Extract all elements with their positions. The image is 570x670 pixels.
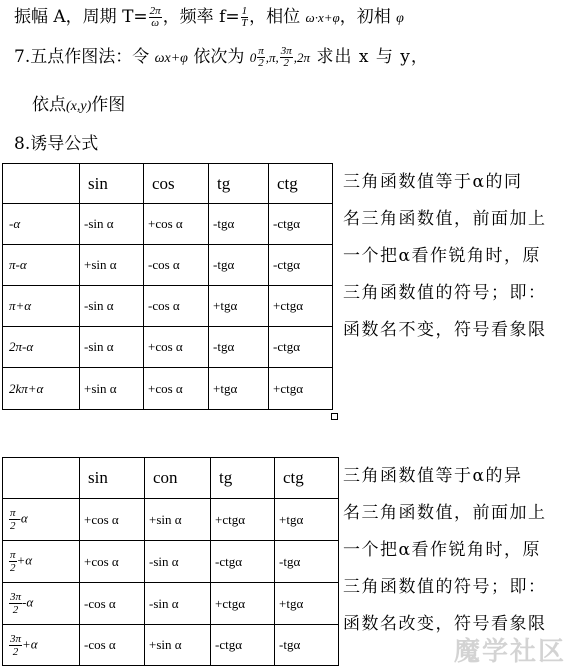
row-head-cell: 2kπ+α xyxy=(3,368,80,410)
point-expression: (x,y) xyxy=(66,99,92,114)
frequency-text: ，频率 f= xyxy=(162,7,240,27)
table-cell: -ctgα xyxy=(269,204,333,245)
table-cell: -cos α xyxy=(80,583,145,625)
plot-points-line: 依点(x,y)作图 xyxy=(32,95,126,115)
solve-xy-text: 求出 x 与 y， xyxy=(310,47,429,67)
site-watermark: 魔学社区 xyxy=(453,637,566,667)
explanation-line: 三角函数值等于α的异 xyxy=(343,466,523,486)
table-row xyxy=(3,286,333,327)
table-header-cell xyxy=(3,164,80,204)
row-head-cell: -α xyxy=(3,204,80,245)
section-heading: 8.诱导公式 xyxy=(14,134,99,154)
table-cell: +tgα xyxy=(209,286,269,327)
table-row xyxy=(3,245,333,286)
five-point-line: 7.五点作图法：令 ωx+φ 依次为 0 $\frac{\pi}{2}$ ,π, $\frac{3\pi}{2}$ ,2π 求出 x 与 y， xyxy=(14,45,429,69)
explanation-line: 名三角函数值，前面加上 xyxy=(343,503,547,523)
table-header-cell: tg xyxy=(211,458,275,499)
table-header-cell: tg xyxy=(209,164,269,204)
three-half-pi-fraction: $\frac{3\pi}{2}$ xyxy=(280,45,292,69)
induction-table-cofunction xyxy=(2,457,339,666)
explanation-line: 名三角函数值，前面加上 xyxy=(343,209,547,229)
table-cell: +tgα xyxy=(275,583,339,625)
table-header-cell: sin xyxy=(80,458,145,499)
table-cell: -tgα xyxy=(209,204,269,245)
table-row xyxy=(3,583,339,625)
table-header-cell xyxy=(3,458,80,499)
same-name-explanation xyxy=(343,164,568,349)
table-cell: +cos α xyxy=(80,541,145,583)
table-row xyxy=(3,541,339,583)
explanation-line: 函数名改变，符号看象限 xyxy=(343,614,547,634)
table-cell: -tgα xyxy=(209,327,269,368)
table-cell: +sin α xyxy=(80,368,144,410)
period-fraction: $\frac{2\pi}{\omega}$ xyxy=(149,5,161,29)
table-header-cell: sin xyxy=(80,164,144,204)
table-header-cell: ctg xyxy=(275,458,339,499)
table-cell: +ctgα xyxy=(269,368,333,410)
table-cell: +ctgα xyxy=(211,583,275,625)
row-head-cell: $\frac{\pi}{2}$ +α xyxy=(3,541,80,583)
table-cell: -tgα xyxy=(209,245,269,286)
table-cell: -sin α xyxy=(80,204,144,245)
table-cell: +cos α xyxy=(144,327,209,368)
table-cell: +cos α xyxy=(144,204,209,245)
table-cell: -sin α xyxy=(80,327,144,368)
table-cell: -ctgα xyxy=(269,327,333,368)
table-row xyxy=(3,625,339,666)
table-cell: +cos α xyxy=(80,499,145,541)
row-head-cell: π+α xyxy=(3,286,80,327)
table-cell: +tgα xyxy=(209,368,269,410)
cofunction-explanation xyxy=(343,458,568,643)
table-cell: +ctgα xyxy=(269,286,333,327)
table-cell: +tgα xyxy=(275,499,339,541)
table-header-row xyxy=(3,458,339,499)
induction-table-same-name xyxy=(2,163,333,410)
amplitude-text: 振幅 A，周期 T= xyxy=(14,7,148,27)
five-point-expression: ωx+φ xyxy=(154,51,188,66)
explanation-line: 一个把α看作锐角时，原 xyxy=(343,540,541,560)
amplitude-line xyxy=(14,2,404,29)
table-row xyxy=(3,499,339,541)
table-cell: -tgα xyxy=(275,625,339,666)
table-cell: +ctgα xyxy=(211,499,275,541)
frequency-fraction: $\frac{1}{T}$ xyxy=(241,5,248,29)
table-cell: +cos α xyxy=(144,368,209,410)
table-row xyxy=(3,327,333,368)
row-head-cell: $\frac{3\pi}{2}$ -α xyxy=(3,583,80,625)
half-pi-fraction: $\frac{\pi}{2}$ xyxy=(258,45,264,69)
row-head-cell: $\frac{\pi}{2}$ -α xyxy=(3,499,80,541)
table-cell: +sin α xyxy=(145,625,211,666)
explanation-line: 三角函数值的符号；即： xyxy=(343,283,547,303)
row-head-cell: $\frac{3\pi}{2}$ +α xyxy=(3,625,80,666)
five-point-text: 7.五点作图法：令 xyxy=(14,47,155,67)
table-cell: -cos α xyxy=(144,286,209,327)
table-cell: -sin α xyxy=(80,286,144,327)
table-row xyxy=(3,204,333,245)
table-header-cell: con xyxy=(145,458,211,499)
explanation-line: 三角函数值等于α的同 xyxy=(343,172,523,192)
table-cell: -sin α xyxy=(145,583,211,625)
table-header-cell: cos xyxy=(144,164,209,204)
table-cell: -ctgα xyxy=(211,541,275,583)
table-cell: +sin α xyxy=(80,245,144,286)
phase-text: ，相位 xyxy=(249,7,306,27)
table-cell: -ctgα xyxy=(269,245,333,286)
initial-phase-symbol: φ xyxy=(396,11,404,26)
five-point-mid: 依次为 xyxy=(187,47,250,67)
table-resize-handle[interactable] xyxy=(331,413,338,420)
phase-expression: ω·x+φ xyxy=(305,10,340,25)
row-head-cell: 2π-α xyxy=(3,327,80,368)
explanation-line: 三角函数值的符号；即： xyxy=(343,577,547,597)
explanation-line: 函数名不变，符号看象限 xyxy=(343,320,547,340)
table-cell: -sin α xyxy=(145,541,211,583)
explanation-line: 一个把α看作锐角时，原 xyxy=(343,246,541,266)
table-cell: -cos α xyxy=(80,625,145,666)
table-header-cell: ctg xyxy=(269,164,333,204)
initial-phase-text: ，初相 xyxy=(339,7,397,27)
row-head-cell: π-α xyxy=(3,245,80,286)
table-cell: -ctgα xyxy=(211,625,275,666)
table-header-row xyxy=(3,164,333,204)
table-cell: -cos α xyxy=(144,245,209,286)
table-cell: -tgα xyxy=(275,541,339,583)
table-cell: +sin α xyxy=(145,499,211,541)
table-row xyxy=(3,368,333,410)
